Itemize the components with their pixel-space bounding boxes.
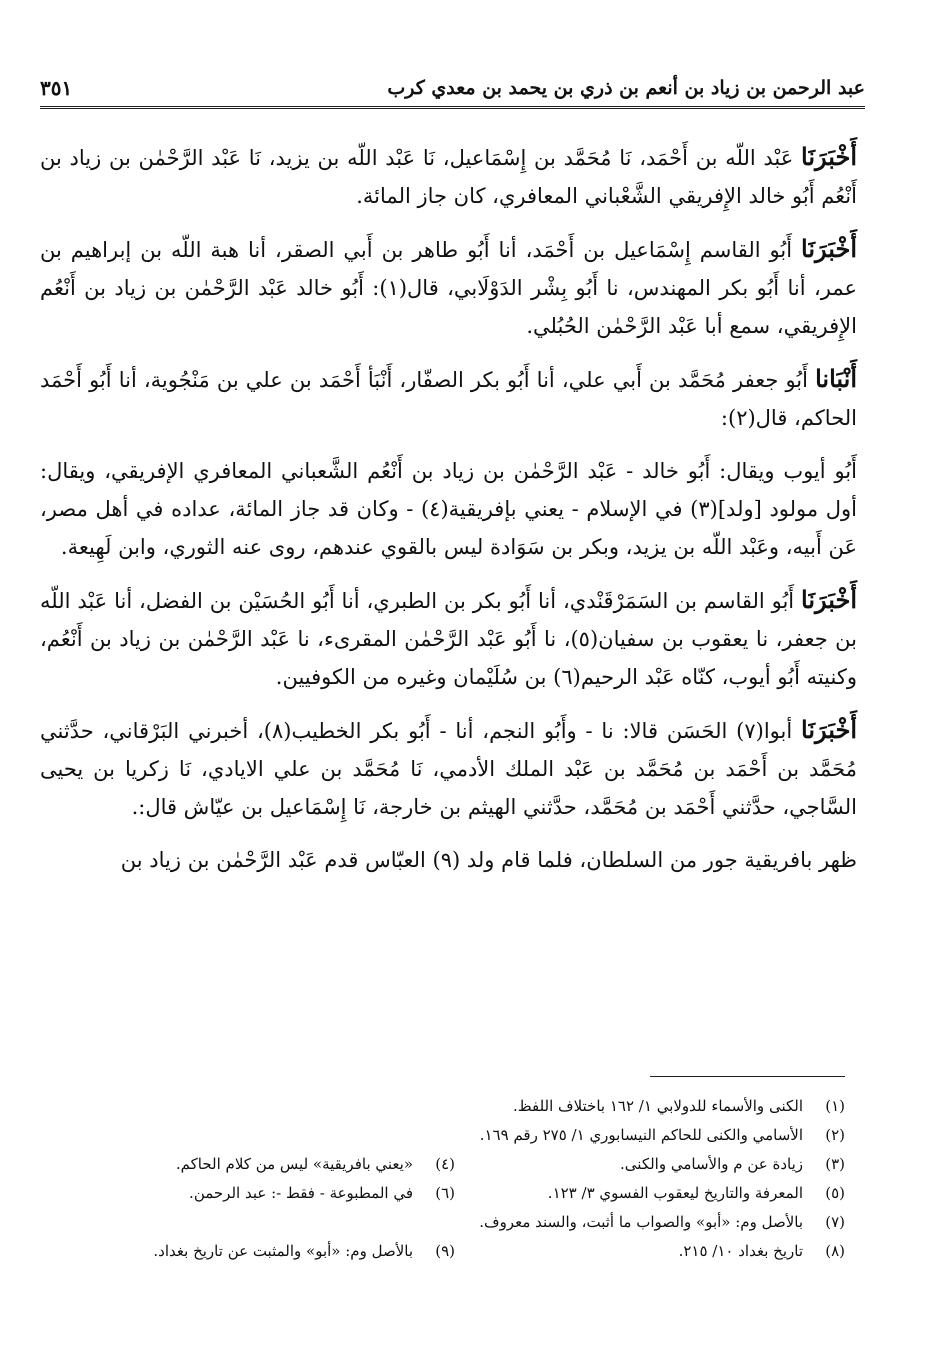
footnote-row — [40, 1237, 845, 1266]
footnote-number: (٨) — [825, 1242, 845, 1260]
footnote-text: الكنى والأسماء للدولابي ١/ ١٦٢ باختلاف اللفظ. — [512, 1097, 803, 1115]
footnote — [455, 1237, 845, 1266]
footnote-text: الأسامي والكنى للحاكم النيسابوري ١/ ٢٧٥ رقم ١٦٩. — [479, 1126, 803, 1144]
paragraph — [40, 138, 857, 215]
paragraph-lead: أَنْبَانا — [815, 364, 857, 393]
footnote — [455, 1150, 845, 1179]
running-title: عبد الرحمن بن زياد بن أنعم بن ذري بن يحمد بن معدي كرب — [387, 77, 865, 99]
footnote — [480, 1121, 845, 1150]
paragraph — [40, 581, 857, 696]
paragraph-lead: أَخْبَرَنَا — [801, 234, 857, 263]
footnote-row — [40, 1179, 845, 1208]
footnote-text: زيادة عن م والأسامي والكنى. — [620, 1155, 803, 1173]
footnote-row — [40, 1150, 845, 1179]
paragraph — [40, 360, 857, 437]
page-number: ٣٥١ — [40, 76, 73, 100]
footnote-number: (٦) — [435, 1184, 455, 1202]
footnote-number: (٣) — [825, 1155, 845, 1173]
paragraph-text: أبوا(٧) الحَسَن قالا: نا - وأَبُو النجم، أنا - أَبُو بكر الخطيب(٨)، أخبرني البَرْقاني، حدَّثني مُحَمَّد بن أَحْمَد بن مُحَمَّد بن عَبْد الملك الأدمي، نَا مُحَمَّد بن علي الايادي، نَا زكريا بن يحيى السَّاجي، حدَّثني أَحْمَد بن مُحَمَّد، حدَّثني الهيثم بن خارجة، نَا إِسْمَاعيل بن عيّاش قال:. — [40, 719, 857, 819]
paragraph — [40, 230, 857, 345]
paragraph-lead: أَخْبَرَنَا — [801, 715, 858, 744]
footnote — [189, 1179, 455, 1208]
main-text — [40, 138, 857, 894]
footnote-separator — [650, 1076, 845, 1077]
footnote-text: تاريخ بغداد ١٠/ ٢١٥. — [678, 1242, 803, 1260]
footnote-text: بالأصل وم: «أبو» والصواب ما أثبت، والسند معروف. — [479, 1213, 803, 1231]
paragraph-text: أَبُو جعفر مُحَمَّد بن أَبي علي، أنا أَبُو بكر الصفّار، أَنْبَأ أَحْمَد بن علي بن مَنْجُوية، أنا أَبُو أَحْمَد الحاكم، قال(٢): — [40, 368, 857, 430]
footnote-row — [40, 1208, 845, 1237]
footnote-text: «يعني بافريقية» ليس من كلام الحاكم. — [175, 1155, 413, 1173]
paragraph-text: ظهر بافريقية جور من السلطان، فلما قام ولد (٩) العبّاس قدم عَبْد الرَّحْمٰن بن زياد بن — [120, 848, 857, 872]
paragraph-text: عَبْد اللّه بن أَحْمَد، نَا مُحَمَّد بن إِسْمَاعيل، نَا عَبْد اللّه بن يزيد، نَا عَبْد الرَّحْمٰن بن زياد بن أَنْعُم أَبُو خالد الإِفريقي الشَّعْباني المعافري، كان جاز المائة. — [40, 146, 857, 208]
paragraph-text: أَبُو القاسم بن السَمَرْقَنْدي، أنا أَبُو بكر بن الطبري، أنا أَبُو الحُسَيْن بن الفضل، أنا عَبْد اللّه بن جعفر، نا يعقوب بن سفيان(٥)، نا أَبُو عَبْد الرَّحْمٰن المقرىء، نا عَبْد الرَّحْمٰن بن زياد بن أَنْعُم، وكنيته أَبُو أيوب، كنّاه عَبْد الرحيم(٦) بن سُلَيْمان وغيره من الكوفيين. — [40, 589, 857, 689]
footnote — [455, 1179, 845, 1208]
footnote-row — [40, 1121, 845, 1150]
paragraph-text: أَبُو القاسم إِسْمَاعيل بن أَحْمَد، أنا أَبُو طاهر بن أَبي الصقر، أنا هبة اللّه بن إبراهيم بن عمر، أنا أَبُو بكر المهندس، نا أَبُو بِشْر الدَوْلَابي، قال(١): أَبُو خالد عَبْد الرَّحْمٰن بن زياد بن أَنْعُم الإِفريقي، سمع أبا عَبْد الرَّحْمٰن الحُبُلي. — [40, 238, 857, 338]
footnote — [153, 1237, 455, 1266]
paragraph — [40, 841, 857, 879]
footnote-number: (٢) — [825, 1126, 845, 1144]
footnote-text: المعرفة والتاريخ ليعقوب الفسوي ٣/ ١٢٣. — [547, 1184, 803, 1202]
footnote — [513, 1092, 845, 1121]
footnotes — [40, 1092, 845, 1266]
paragraph-lead: أَخْبَرَنَا — [801, 142, 857, 171]
footnote-text: في المطبوعة - فقط -: عبد الرحمن. — [189, 1184, 413, 1202]
footnote-row — [40, 1092, 845, 1121]
header-rule — [40, 106, 865, 109]
footnote — [176, 1150, 455, 1179]
footnote-text: بالأصل وم: «أبو» والمثبت عن تاريخ بغداد. — [153, 1242, 413, 1260]
paragraph-lead: أَخْبَرَنَا — [801, 585, 857, 614]
paragraph — [40, 711, 857, 826]
paragraph-text: أَبُو أيوب ويقال: أَبُو خالد - عَبْد الرَّحْمٰن بن زياد بن أَنْعُم الشَّعباني المعافري الإفريقي، ويقال: أول مولود [ولد](٣) في الإسلام - يعني بإفريقية(٤) - وكان قد جاز المائة، عداده في أهل مصر، عَن أَبيه، وعَبْد اللّه بن يزيد، وبكر بن سَوَادة ليس بالقوي عندهم، روى عنه الثوري، وابن لَهِيعة. — [40, 459, 858, 559]
footnote-number: (٥) — [825, 1184, 845, 1202]
footnote-number: (٤) — [435, 1155, 455, 1173]
footnote — [479, 1208, 845, 1237]
footnote-number: (٩) — [435, 1242, 455, 1260]
footnote-number: (١) — [825, 1097, 845, 1115]
running-header — [40, 72, 865, 104]
footnote-number: (٧) — [825, 1213, 845, 1231]
paragraph — [40, 452, 857, 566]
